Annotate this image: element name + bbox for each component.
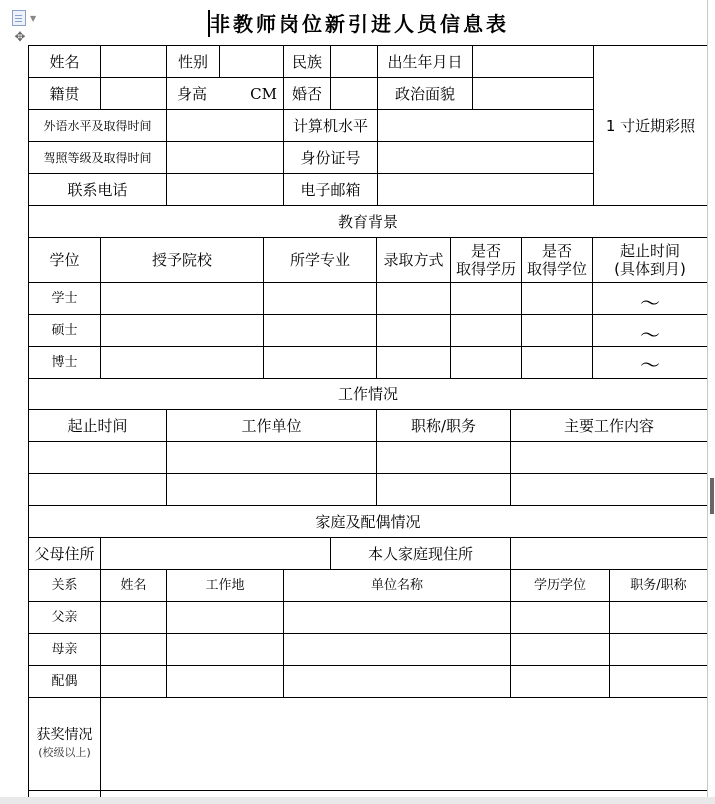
edu-header-period-line2: (具体到月) bbox=[614, 260, 686, 278]
edu-header-diploma-line1: 是否 bbox=[470, 242, 501, 260]
dropdown-arrow-icon: ▼ bbox=[30, 14, 37, 23]
table-move-handle-icon[interactable]: ✥ bbox=[14, 30, 26, 45]
family-header-organization: 单位名称 bbox=[370, 577, 423, 593]
awards-label: 获奖情况 bbox=[36, 727, 93, 743]
family-row-mother: 母亲 bbox=[51, 641, 78, 657]
birth-date-label: 出生年月日 bbox=[387, 52, 463, 71]
edu-header-school: 授予院校 bbox=[151, 251, 212, 269]
family-header-workplace: 工作地 bbox=[205, 577, 245, 593]
marital-label: 婚否 bbox=[291, 84, 322, 103]
work-section-title: 工作情况 bbox=[337, 385, 398, 403]
computer-level-field[interactable] bbox=[378, 110, 593, 141]
photo-placeholder[interactable]: 1 寸近期彩照 bbox=[605, 116, 696, 135]
edu-row-doctor-label: 博士 bbox=[51, 354, 78, 370]
edu-header-period bbox=[593, 238, 707, 282]
edu-header-degree: 学位 bbox=[49, 251, 80, 269]
phone-label: 联系电话 bbox=[67, 180, 128, 199]
work-header-employer: 工作单位 bbox=[241, 416, 302, 435]
edu-header-degree-obtained-line2: 取得学位 bbox=[526, 260, 587, 278]
parents-address-field[interactable] bbox=[101, 538, 330, 569]
political-status-label: 政治面貌 bbox=[394, 84, 455, 103]
work-header-duties: 主要工作内容 bbox=[563, 416, 654, 435]
own-address-field[interactable] bbox=[511, 538, 707, 569]
edu-header-admission: 录取方式 bbox=[383, 251, 444, 269]
id-number-field[interactable] bbox=[378, 142, 593, 173]
gender-field[interactable] bbox=[220, 46, 283, 77]
parents-address-label: 父母住所 bbox=[34, 544, 95, 563]
edu-row-doctor-period[interactable]: ～ bbox=[640, 352, 660, 377]
awards-note: (校级以上) bbox=[38, 746, 91, 759]
work-header-title: 职称/职务 bbox=[410, 416, 477, 435]
work-header-period: 起止时间 bbox=[67, 416, 128, 435]
awards-field[interactable] bbox=[101, 698, 707, 790]
marital-field[interactable] bbox=[331, 78, 377, 109]
foreign-language-field[interactable] bbox=[167, 110, 283, 141]
edu-row-bachelor-label: 学士 bbox=[51, 290, 78, 306]
ethnicity-label: 民族 bbox=[291, 52, 322, 71]
email-field[interactable] bbox=[378, 174, 593, 205]
family-header-relation: 关系 bbox=[51, 577, 78, 593]
name-label: 姓名 bbox=[49, 52, 80, 71]
edu-header-degree-obtained bbox=[522, 238, 592, 282]
edu-header-major: 所学专业 bbox=[289, 251, 350, 269]
height-unit: CM bbox=[250, 84, 277, 103]
name-field[interactable] bbox=[101, 46, 166, 77]
computer-level-label: 计算机水平 bbox=[292, 116, 368, 135]
edu-header-diploma-line2: 取得学历 bbox=[455, 260, 516, 278]
birth-date-field[interactable] bbox=[473, 46, 593, 77]
family-header-position: 职务/职称 bbox=[630, 577, 687, 593]
political-status-field[interactable] bbox=[473, 78, 593, 109]
gender-label: 性别 bbox=[177, 52, 208, 71]
edu-row-bachelor-period[interactable]: ～ bbox=[640, 290, 660, 315]
family-row-father: 父亲 bbox=[51, 609, 78, 625]
own-address-label: 本人家庭现住所 bbox=[367, 544, 473, 563]
ethnicity-field[interactable] bbox=[331, 46, 377, 77]
status-bar bbox=[0, 797, 715, 804]
driving-license-field[interactable] bbox=[167, 142, 283, 173]
family-header-education: 学历学位 bbox=[533, 577, 586, 593]
education-section-title: 教育背景 bbox=[337, 212, 398, 231]
native-place-field[interactable] bbox=[101, 78, 166, 109]
edu-row-master-label: 硕士 bbox=[51, 322, 78, 338]
email-label: 电子邮箱 bbox=[300, 180, 361, 199]
edu-header-diploma bbox=[451, 238, 521, 282]
form-title: 非教师岗位新引进人员信息表 bbox=[210, 12, 509, 36]
family-header-name: 姓名 bbox=[120, 577, 147, 593]
edu-header-degree-obtained-line1: 是否 bbox=[541, 242, 572, 260]
phone-field[interactable] bbox=[167, 174, 283, 205]
native-place-label: 籍贯 bbox=[49, 84, 80, 103]
family-row-spouse: 配偶 bbox=[51, 673, 78, 689]
edu-header-period-line1: 起止时间 bbox=[619, 242, 680, 260]
driving-license-label: 驾照等级及取得时间 bbox=[43, 150, 152, 165]
foreign-language-label: 外语水平及取得时间 bbox=[43, 118, 152, 133]
height-field[interactable] bbox=[217, 78, 283, 109]
page-edge bbox=[707, 0, 708, 804]
family-section-title: 家庭及配偶情况 bbox=[315, 512, 421, 531]
edu-row-master-period[interactable]: ～ bbox=[640, 322, 660, 347]
height-label: 身高 bbox=[176, 84, 207, 103]
awards-label-cell bbox=[29, 698, 100, 790]
id-number-label: 身份证号 bbox=[300, 148, 361, 167]
scrollbar-thumb[interactable] bbox=[710, 478, 714, 514]
